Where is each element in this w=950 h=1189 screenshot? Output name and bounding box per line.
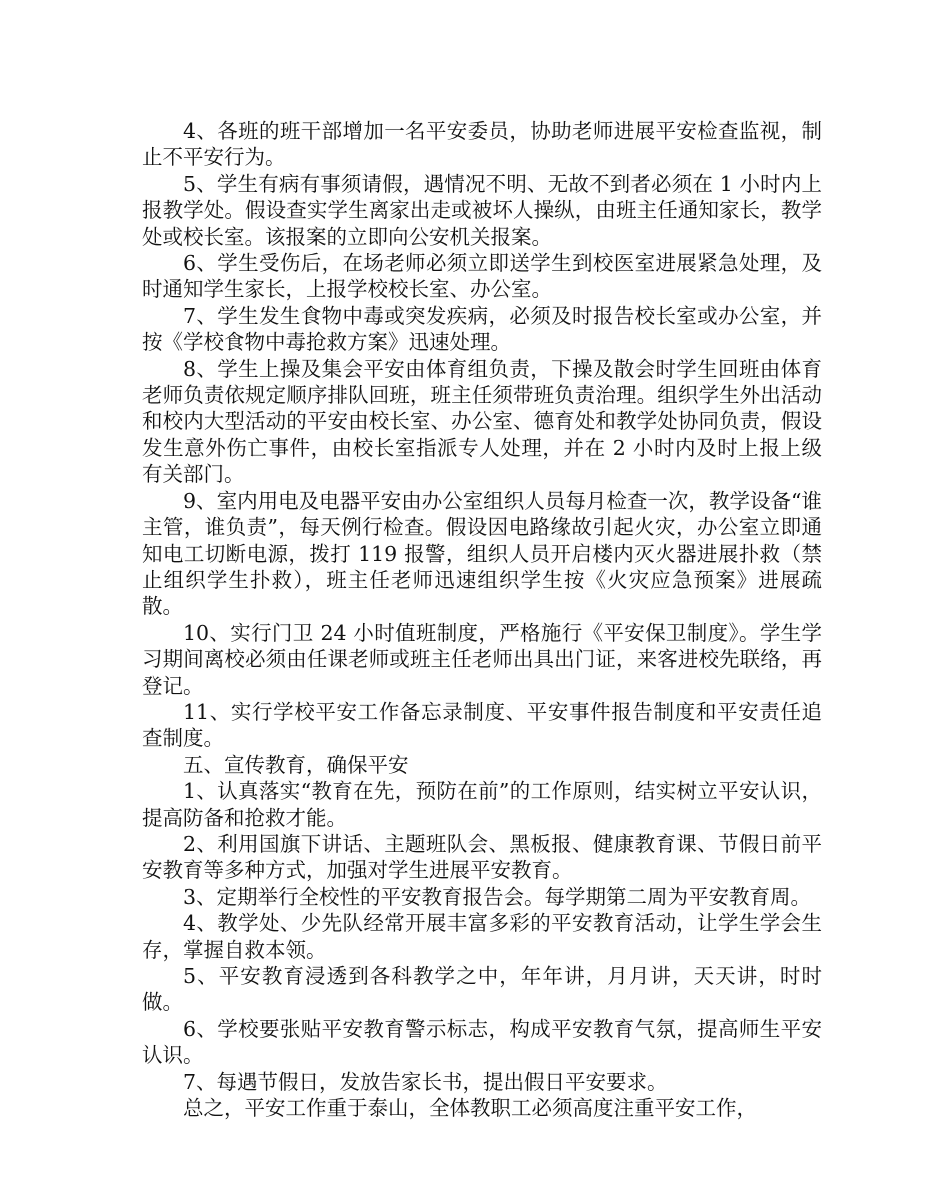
paragraph-9-electricity-fire: 9、室内用电及电器平安由办公室组织人员每月检查一次，教学设备“谁主管，谁负责”，每天例行检查。假设因电路缘故引起火灾，办公室立即通知电工切断电源，拨打 119 报警，组织人员开启楼内灭火器进展扑救（禁止组织学生扑救），班主任老师迅速组织学生按《火灾应急预案》进展疏散。 (142, 488, 822, 619)
document-body (142, 118, 822, 1121)
paragraph-7-holiday-letter: 7、每遇节假日，发放告家长书，提出假日平安要求。 (183, 1069, 668, 1094)
paragraph-6-warning-signs: 6、学校要张贴平安教育警示标志，构成平安教育气氛，提高师生平安认识。 (142, 1016, 822, 1068)
paragraph-5-leave-request: 5、学生有病有事须请假，遇情况不明、无故不到者必须在 1 小时内上报教学处。假设查实学生离家出走或被坏人操纵，由班主任通知家长，教学处或校长室。该报案的立即向公安机关报案。 (142, 171, 822, 249)
paragraph-4-safety-committee: 4、各班的班干部增加一名平安委员，协助老师进展平安检查监视，制止不平安行为。 (142, 119, 822, 170)
paragraph-8-exercise-assembly: 8、学生上操及集会平安由体育组负责，下操及散会时学生回班由体育老师负责依规定顺序排队回班，班主任须带班负责治理。组织学生外出活动和校内大型活动的平安由校长室、办公室、德育处和教学处协同负责，假设发生意外伤亡事件，由校长室指派专人处理，并在 2 小时内及时上报上级有关部门。 (142, 356, 822, 487)
paragraph-1-principle: 1、认真落实“教育在先，预防在前”的工作原则，结实树立平安认识，提高防备和抢救才能。 (142, 779, 822, 830)
paragraph-5-teaching-integration: 5、平安教育浸透到各科教学之中，年年讲，月月讲，天天讲，时时做。 (142, 964, 822, 1015)
paragraph-2-education-methods: 2、利用国旗下讲话、主题班队会、黑板报、健康教育课、节假日前平安教育等多种方式，加强对学生进展平安教育。 (142, 831, 822, 883)
paragraph-7-food-poisoning: 7、学生发生食物中毒或突发疾病，必须及时报告校长室或办公室，并按《学校食物中毒抢救方案》迅速处理。 (142, 303, 822, 355)
paragraph-11-safety-records: 11、实行学校平安工作备忘录制度、平安事件报告制度和平安责任追查制度。 (142, 699, 822, 751)
paragraph-conclusion: 总之，平安工作重于泰山，全体教职工必须高度注重平安工作， (183, 1096, 757, 1121)
paragraph-4-activities: 4、教学处、少先队经常开展丰富多彩的平安教育活动，让学生学会生存，掌握自救本领。 (142, 911, 822, 962)
paragraph-10-gatekeeper: 10、实行门卫 24 小时值班制度，严格施行《平安保卫制度》。学生学习期间离校必须由任课老师或班主任老师出具出门证，来客进校先联络，再登记。 (142, 620, 822, 698)
paragraph-6-student-injury: 6、学生受伤后，在场老师必须立即送学生到校医室进展紧急处理，及时通知学生家长，上报学校校长室、办公室。 (142, 251, 822, 302)
paragraph-3-report-meeting: 3、定期举行全校性的平安教育报告会。每学期第二周为平安教育周。 (183, 884, 812, 909)
section-heading-publicity-education: 五、宣传教育，确保平安 (183, 752, 409, 777)
